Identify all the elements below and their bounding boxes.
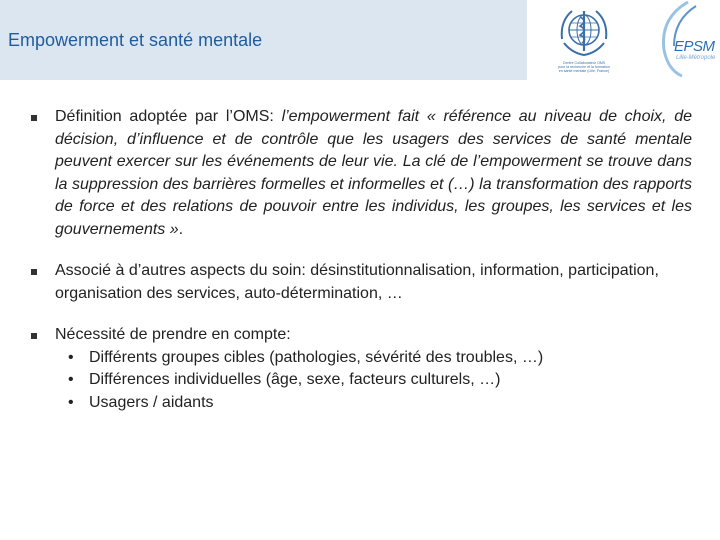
who-logo [552, 3, 616, 78]
epsm-logo [640, 0, 720, 80]
definition-tail: . [178, 220, 184, 238]
sub-item-text: Différents groupes cibles (pathologies, sévérité des troubles, …) [89, 348, 544, 366]
who-caption [552, 61, 616, 74]
who-caption-line: pour la recherche et la formation [558, 65, 610, 70]
round-bullet-icon: • [68, 371, 74, 388]
bullet-necessity [30, 324, 692, 414]
definition-lead: Définition adoptée par l’OMS: [55, 108, 282, 125]
sub-list [55, 347, 692, 415]
sub-list-item [55, 369, 692, 392]
slide-title: Empowerment et santé mentale [8, 30, 263, 50]
epsm-name: EPSM [674, 38, 715, 55]
sub-list-item [55, 392, 692, 415]
sub-list-item [55, 347, 692, 370]
bullet-associated-aspects [30, 260, 692, 305]
square-bullet-icon [31, 333, 37, 339]
square-bullet-icon [31, 115, 37, 121]
who-caption-line: en santé mentale (Lille, France) [558, 69, 610, 74]
who-emblem-icon [552, 3, 616, 61]
definition-quote: l’empowerment fait « référence au niveau de choix, de décision, d’influence et de contrôle que les usagers des services de santé mentale peuvent exercer sur les événements de leur vie. La clé de l’empowerment se trouve dans la suppression des barrières formelles et informelles et (…) la transformation des rapports de force et des relations de pouvoir entre les individus, les groupes, les services et les gouvernements » [55, 108, 692, 238]
square-bullet-icon [31, 269, 37, 275]
logos [530, 0, 720, 80]
sub-item-text: Différences individuelles (âge, sexe, facteurs culturels, …) [89, 371, 501, 388]
round-bullet-icon: • [68, 393, 74, 411]
epsm-subtitle: Lille-Métropole [676, 55, 716, 61]
bullet-text: Associé à d’autres aspects du soin: désinstitutionnalisation, information, participation, organisation des services, auto-détermination, … [55, 262, 659, 302]
bullet-text [55, 106, 692, 241]
slide-content [30, 106, 692, 433]
bullet-text: Nécessité de prendre en compte: [55, 326, 291, 343]
who-caption-line: Centre Collaborateur OMS [562, 61, 606, 65]
sub-item-text: Usagers / aidants [89, 393, 214, 411]
bullet-definition [30, 106, 692, 241]
round-bullet-icon: • [68, 348, 74, 366]
header-band [0, 0, 527, 80]
